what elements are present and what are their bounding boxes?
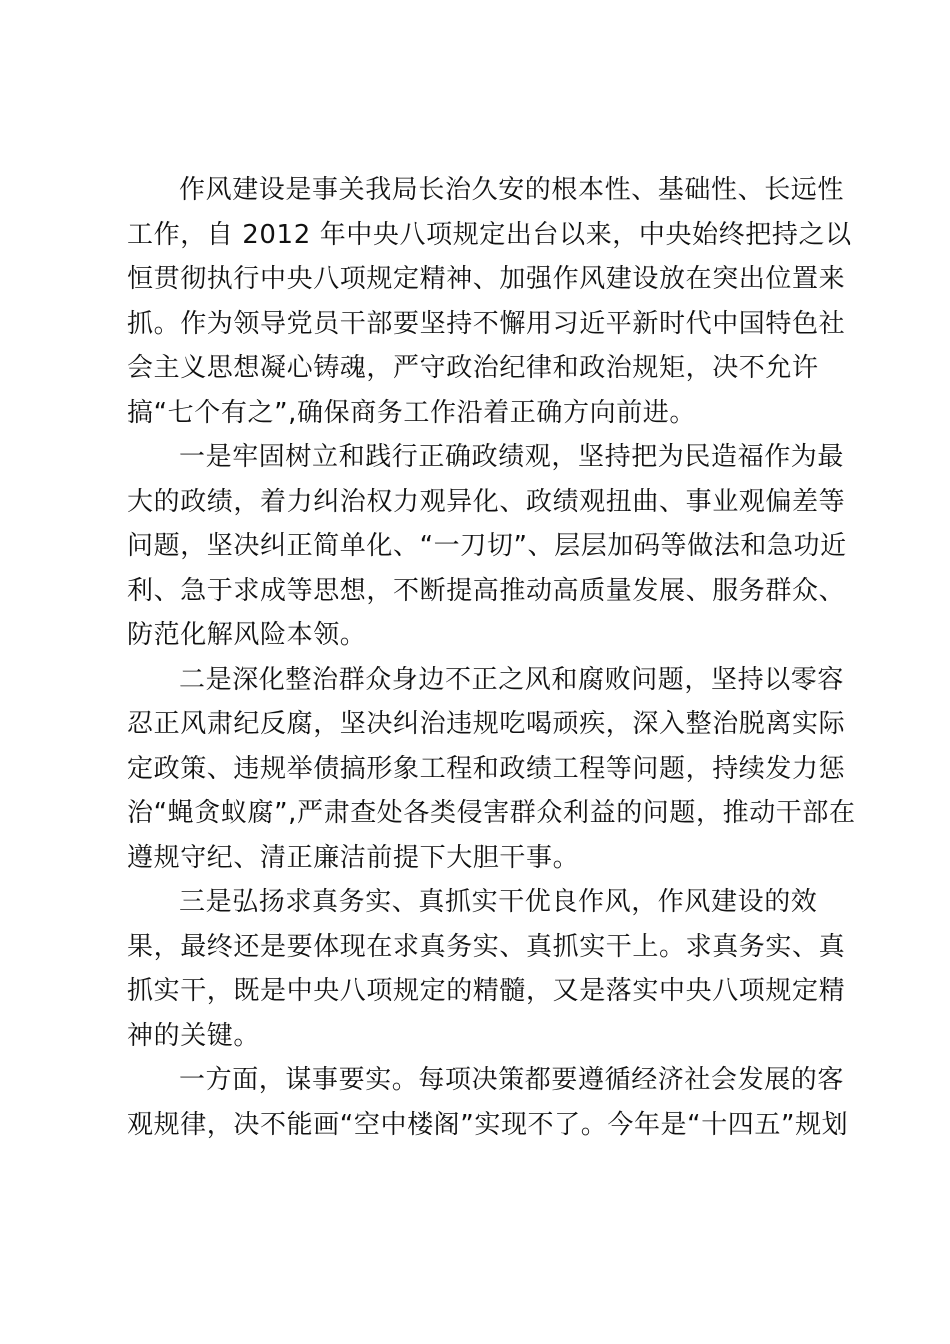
paragraph-2-line-4: 利、急于求成等思想，不断提高推动高质量发展、服务群众、	[127, 575, 846, 606]
paragraph-1-line-2: 工作，自 2012 年中央八项规定出台以来，中央始终把持之以	[127, 219, 852, 250]
paragraph-2-line-5: 防范化解风险本领。	[127, 620, 367, 650]
paragraph-2-line-3: 问题，坚决纠正简单化、“一刀切”、层层加码等做法和急功近	[127, 531, 847, 561]
paragraph-1-line-6: 搞“七个有之”,确保商务工作沿着正确方向前进。	[127, 397, 697, 428]
paragraph-3-line-3: 定政策、违规举债搞形象工程和政绩工程等问题，持续发力惩	[127, 753, 846, 784]
paragraph-1-line-4: 抓。作为领导党员干部要坚持不懈用习近平新时代中国特色社	[127, 308, 846, 339]
paragraph-3-line-5: 遵规守纪、清正廉洁前提下大胆干事。	[127, 842, 580, 873]
body-text	[127, 168, 856, 1147]
paragraph-2-line-2: 大的政绩，着力纠治权力观异化、政绩观扭曲、事业观偏差等	[127, 486, 846, 517]
paragraph-3-line-4: 治“蝇贪蚁腐”,严肃查处各类侵害群众利益的问题，推动干部在	[127, 798, 856, 828]
paragraph-1-line-1: 作风建设是事关我局长治久安的根本性、基础性、长远性	[179, 175, 845, 205]
paragraph-5-line-2: 观规律，决不能画“空中楼阁”实现不了。今年是“十四五”规划	[127, 1109, 849, 1140]
paragraph-3-line-2: 忍正风肃纪反腐，坚决纠治违规吃喝顽疾，深入整治脱离实际	[127, 709, 846, 739]
paragraph-5-line-1: 一方面，谋事要实。每项决策都要遵循经济社会发展的客	[179, 1065, 845, 1095]
paragraph-4-line-3: 抓实干，既是中央八项规定的精髓，又是落实中央八项规定精	[127, 976, 846, 1006]
paragraph-4-line-1: 三是弘扬求真务实、真抓实干优良作风，作风建设的效	[179, 887, 818, 917]
paragraph-3-line-1: 二是深化整治群众身边不正之风和腐败问题，坚持以零容	[179, 664, 845, 695]
paragraph-2-line-1: 一是牢固树立和践行正确政绩观，坚持把为民造福作为最	[179, 442, 845, 472]
paragraph-4-line-2: 果，最终还是要体现在求真务实、真抓实干上。求真务实、真	[127, 931, 846, 962]
paragraph-4-line-4: 神的关键。	[127, 1020, 261, 1051]
paragraph-1-line-5: 会主义思想凝心铸魂，严守政治纪律和政治规矩，决不允许	[127, 353, 819, 383]
paragraph-1-line-3: 恒贯彻执行中央八项规定精神、加强作风建设放在突出位置来	[127, 264, 846, 294]
